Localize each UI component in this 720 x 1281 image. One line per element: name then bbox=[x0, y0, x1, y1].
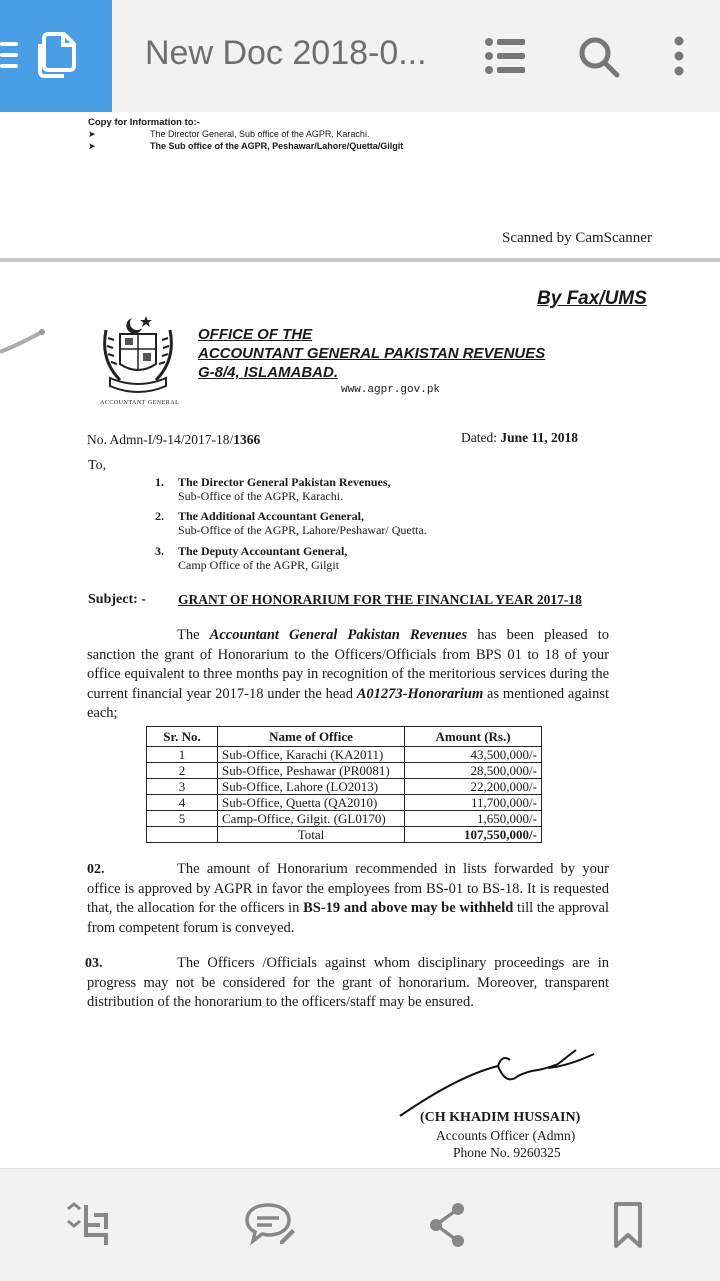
row-office: Sub-Office, Peshawar (PR0081) bbox=[218, 763, 405, 779]
search-icon[interactable] bbox=[578, 36, 620, 78]
paragraph-1 bbox=[87, 626, 609, 724]
paragraph-3: The Officers /Officials against whom disciplinary proceedings are in progress may not be considered for the grant of honorarium. Moreover, transparent distribution of the honorarium to the officers/staff may be ensured. bbox=[87, 955, 609, 1010]
para1-head: A01273-Honorarium bbox=[356, 685, 484, 702]
recipient-2-title: The Additional Accountant General, bbox=[178, 509, 365, 523]
row-office: Camp-Office, Gilgit. (GL0170) bbox=[218, 811, 405, 827]
row-office: Sub-Office, Lahore (LO2013) bbox=[218, 779, 405, 795]
row-sr: 2 bbox=[147, 763, 218, 779]
crop-icon[interactable] bbox=[64, 1201, 112, 1249]
para2-number: 02. bbox=[87, 862, 105, 877]
para2-a: The amount of Honorarium recommended in lists forwarded by your office is approved by AGPR in favor the employees from BS-01 to BS-18. It is requested that, the allocation for the officers in bbox=[87, 861, 609, 916]
bullet-2-icon: ➤ bbox=[88, 141, 96, 151]
list-icon[interactable] bbox=[484, 36, 526, 76]
para2-c: till the approval from competent forum is conveyed. bbox=[87, 900, 610, 936]
scanned-by-footer: Scanned by CamScanner bbox=[502, 230, 652, 246]
office-line-2: ACCOUNTANT GENERAL PAKISTAN REVENUES bbox=[198, 345, 546, 362]
header-amount: Amount (Rs.) bbox=[405, 727, 542, 747]
table-total-row bbox=[147, 827, 542, 843]
recipient-2-num: 2. bbox=[155, 509, 164, 523]
row-amount: 43,500,000/- bbox=[405, 747, 542, 763]
row-amount: 28,500,000/- bbox=[405, 763, 542, 779]
table-row bbox=[147, 747, 542, 763]
row-office: Sub-Office, Karachi (KA2011) bbox=[218, 747, 405, 763]
office-line-1: OFFICE OF THE bbox=[198, 326, 313, 343]
document-page-2[interactable] bbox=[0, 262, 720, 1168]
recipient-1-title: The Director General Pakistan Revenues, bbox=[178, 475, 391, 489]
staple-mark bbox=[0, 322, 50, 362]
para2-b: BS-19 and above may be withheld bbox=[303, 900, 514, 916]
copy-heading: Copy for Information to:- bbox=[88, 117, 200, 128]
copy-recipient-2: The Sub office of the AGPR, Peshawar/Lahore/Quetta/Gilgit bbox=[150, 141, 404, 151]
table-row bbox=[147, 811, 542, 827]
subject-label: Subject: - bbox=[88, 592, 146, 607]
row-amount: 11,700,000/- bbox=[405, 795, 542, 811]
signer-title: Accounts Officer (Admn) bbox=[436, 1128, 576, 1143]
table-row bbox=[147, 779, 542, 795]
row-sr: 5 bbox=[147, 811, 218, 827]
share-icon[interactable] bbox=[428, 1201, 468, 1249]
recipient-2-sub: Sub-Office of the AGPR, Lahore/Peshawar/ Quetta. bbox=[178, 523, 427, 537]
more-vert-icon[interactable] bbox=[672, 36, 686, 76]
signer-name: (CH KHADIM HUSSAIN) bbox=[420, 1110, 581, 1125]
recipient-3-sub: Camp Office of the AGPR, Gilgit bbox=[178, 558, 340, 572]
emblem-caption: ACCOUNTANT GENERAL bbox=[100, 400, 180, 406]
bullet-1-icon: ➤ bbox=[88, 129, 96, 139]
document-title: New Doc 2018-0... bbox=[145, 34, 427, 72]
recipient-3-title: The Deputy Accountant General, bbox=[178, 544, 348, 558]
reference-prefix: No. Admn-I/9-14/2017-18/ bbox=[87, 432, 234, 447]
honorarium-table bbox=[146, 726, 542, 843]
row-sr: 3 bbox=[147, 779, 218, 795]
subject-text: GRANT OF HONORARIUM FOR THE FINANCIAL YEAR 2017-18 bbox=[178, 592, 582, 607]
bottom-toolbar bbox=[0, 1168, 720, 1281]
menu-lines-icon bbox=[0, 42, 18, 68]
header-sr: Sr. No. bbox=[147, 727, 218, 747]
para1-agency: Accountant General Pakistan Revenues bbox=[209, 627, 468, 643]
app-bar bbox=[0, 0, 720, 112]
para1-c: has been pleased to sanction the grant of Honorarium to the Officers/Officials from BPS 01 to 18 of your office equivalent to three months pay in recognition of the meritorious services during the current financial year 2017-18 under the head bbox=[87, 627, 610, 702]
recipient-1-sub: Sub-Office of the AGPR, Karachi. bbox=[178, 489, 344, 503]
reference-number bbox=[87, 432, 260, 448]
annotate-icon[interactable] bbox=[244, 1201, 296, 1249]
dated-label: Dated: bbox=[461, 430, 497, 445]
signature-icon bbox=[398, 1046, 598, 1118]
para1-e: as mentioned against each; bbox=[87, 685, 609, 721]
government-emblem-icon bbox=[98, 312, 178, 397]
reference-num: 1366 bbox=[233, 432, 261, 447]
total-amount: 107,550,000/- bbox=[405, 827, 542, 843]
bookmark-icon[interactable] bbox=[612, 1201, 644, 1249]
office-line-3: G-8/4, ISLAMABAD. bbox=[198, 364, 339, 381]
row-sr: 1 bbox=[147, 747, 218, 763]
para1-a: The bbox=[177, 627, 200, 643]
to-label: To, bbox=[88, 458, 107, 473]
website-link: www.agpr.gov.pk bbox=[341, 384, 441, 396]
document-pages-button[interactable] bbox=[0, 0, 112, 112]
total-blank bbox=[147, 827, 218, 843]
para3-number: 03. bbox=[85, 956, 103, 971]
dated-value: June 11, 2018 bbox=[500, 430, 579, 445]
document-copy-icon bbox=[36, 30, 78, 80]
document-page-1[interactable] bbox=[0, 112, 720, 258]
table-row bbox=[147, 795, 542, 811]
recipient-1-num: 1. bbox=[155, 475, 164, 489]
recipient-3-num: 3. bbox=[155, 544, 164, 558]
fax-label: By Fax/UMS bbox=[537, 288, 647, 309]
total-label: Total bbox=[218, 827, 405, 843]
row-amount: 1,650,000/- bbox=[405, 811, 542, 827]
paragraph-2 bbox=[87, 860, 609, 938]
row-amount: 22,200,000/- bbox=[405, 779, 542, 795]
signer-phone: Phone No. 9260325 bbox=[453, 1145, 561, 1160]
header-office: Name of Office bbox=[218, 727, 405, 747]
table-row bbox=[147, 763, 542, 779]
dated bbox=[461, 430, 578, 446]
row-sr: 4 bbox=[147, 795, 218, 811]
row-office: Sub-Office, Quetta (QA2010) bbox=[218, 795, 405, 811]
copy-recipient-1: The Director General, Sub office of the AGPR, Karachi. bbox=[150, 129, 370, 139]
table-header-row bbox=[147, 727, 542, 747]
